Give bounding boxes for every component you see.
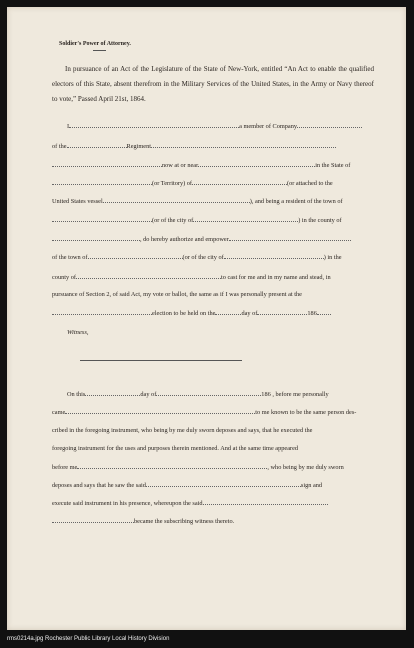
ack-line-7: execute said instrument in his presence, whereupon the said (52, 499, 328, 507)
form-line-1: I a member of Company (67, 122, 362, 130)
election-day-blank[interactable] (215, 309, 241, 315)
vessel-blank[interactable] (103, 197, 250, 203)
attorney-town-blank[interactable] (88, 253, 183, 259)
regiment-name-blank[interactable] (151, 142, 336, 148)
witness-label: Witness, (67, 329, 89, 336)
form-line-10: pursuance of Section 2, of said Act, my vote or ballot, the same as if I was personally present at the (52, 291, 302, 298)
form-line-8: of the town of (or of the city of ) in the (52, 254, 342, 261)
ack-line-2: came to me known to be the same person des- (52, 409, 357, 416)
home-city-blank[interactable] (193, 216, 298, 222)
election-blank[interactable] (52, 309, 152, 315)
form-line-6: (or of the city of ) in the county of (52, 216, 342, 224)
ack-person-blank[interactable] (65, 408, 255, 414)
form-line-7: , do hereby authorize and empower (52, 235, 351, 243)
election-year-blank[interactable] (317, 309, 331, 315)
ack-line-1: On this day of 186 , before me personally (67, 391, 329, 398)
unit-blank[interactable] (52, 161, 162, 167)
location-blank[interactable] (198, 161, 315, 167)
company-blank[interactable] (297, 122, 362, 128)
image-caption: rms0214a.jpg Rochester Public Library Local History Division (7, 636, 170, 642)
ack-line-6: deposes and says that he saw the said sign and (52, 482, 323, 489)
ack-subscriber-blank[interactable] (203, 499, 328, 505)
name-blank[interactable] (69, 122, 239, 128)
intro-text: In pursuance of an Act of the Legislature of the State of New-York, entitled “An Act to enable the qualified electors of this State, absent therefrom in the Military Services of the United States, in the Army or Navy thereof to vote,” Passed April 21st, 1864. (52, 65, 374, 103)
form-line-4: (or Territory) of (or attached to the (52, 179, 333, 187)
ack-day-blank[interactable] (85, 390, 140, 396)
ack-subscriber-name-blank[interactable] (52, 517, 134, 523)
ack-line-5: before me , who being by me duly sworn (52, 464, 344, 471)
form-line-5: United States vessel ), and being a resident of the town of (52, 198, 343, 205)
ack-signer-blank[interactable] (146, 481, 301, 487)
state-blank[interactable] (52, 179, 152, 185)
ack-line-8: became the subscribing witness thereto. (52, 517, 234, 525)
ack-witness-blank[interactable] (77, 463, 267, 469)
ack-month-blank[interactable] (156, 390, 261, 396)
title-underline (93, 50, 106, 51)
form-line-9: county of to cast for me and in my name and stead, in (52, 274, 331, 281)
regiment-number-blank[interactable] (67, 142, 127, 148)
home-town-blank[interactable] (52, 216, 152, 222)
attorney-county-blank[interactable] (76, 273, 221, 279)
territory-blank[interactable] (192, 179, 287, 185)
ack-line-3: cribed in the foregoing instrument, who being by me duly sworn deposes and says, that he executed the (52, 427, 313, 434)
election-month-blank[interactable] (257, 309, 307, 315)
intro-paragraph (52, 62, 374, 107)
document-title: Soldier's Power of Attorney. (59, 41, 131, 47)
home-county-blank[interactable] (52, 235, 140, 241)
form-line-3: now at or near in the State of (52, 161, 350, 169)
document-page (7, 7, 406, 630)
attorney-name-blank[interactable] (229, 235, 351, 241)
witness-signature-line[interactable] (80, 360, 242, 361)
form-line-2: of the Regiment (52, 142, 336, 150)
form-line-11: election to be held on the day of 186 (52, 309, 331, 317)
attorney-city-blank[interactable] (224, 253, 324, 259)
ack-line-4: foregoing instrument for the uses and purposes therein mentioned. And at the same time appeared (52, 445, 299, 452)
